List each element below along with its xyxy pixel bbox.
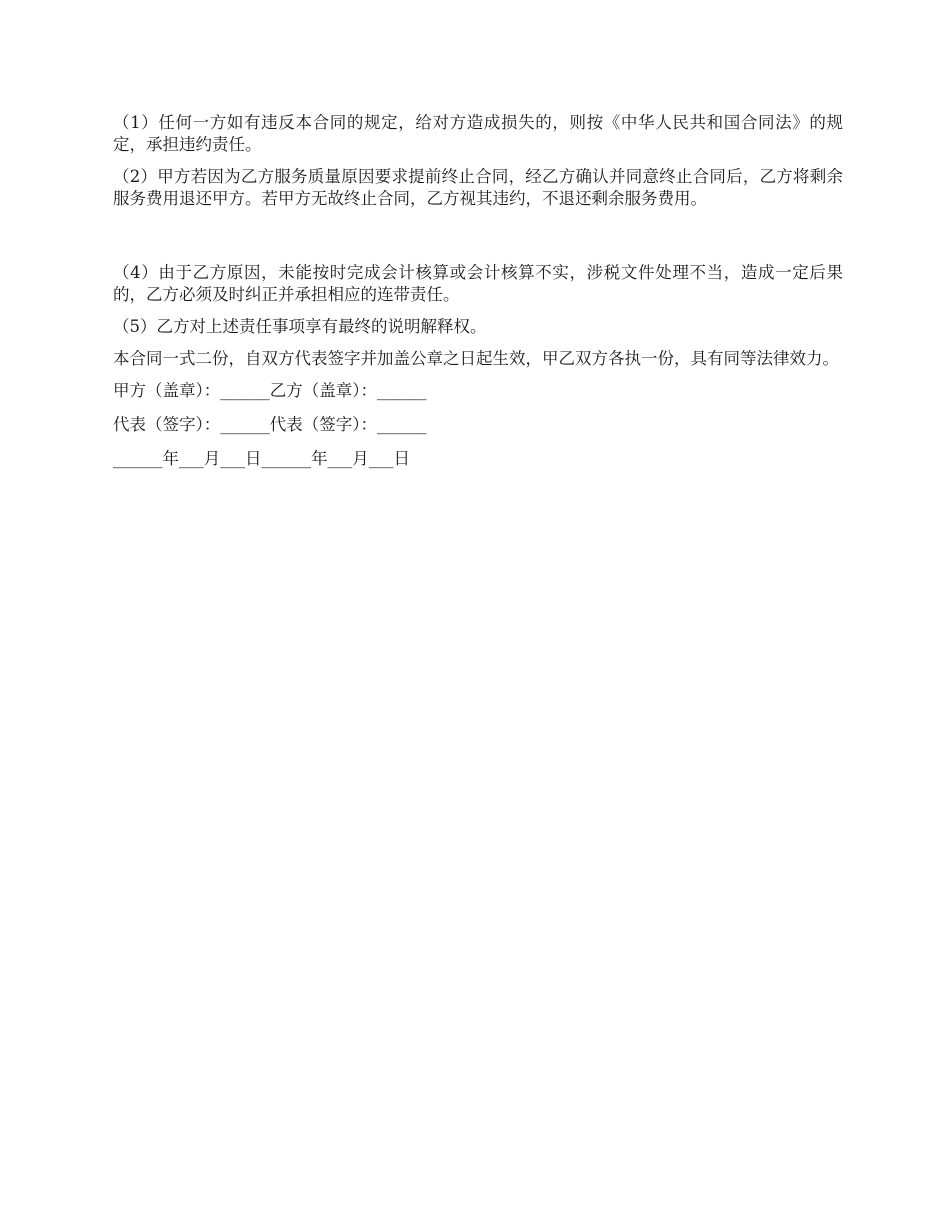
clause-4: （4）由于乙方原因，未能按时完成会计核算或会计核算不实，涉税文件处理不当，造成一定后果的，乙方必须及时纠正并承担相应的连带责任。 bbox=[113, 263, 843, 304]
representative-line: 代表（签字）：______代表（签字）：______ bbox=[113, 415, 427, 434]
clause-2: （2）甲方若因为乙方服务质量原因要求提前终止合同，经乙方确认并同意终止合同后，乙方将剩余服务费用退还甲方。若甲方无故终止合同，乙方视其违约，不退还剩余服务费用。 bbox=[113, 167, 843, 208]
clause-1: （1）任何一方如有违反本合同的规定，给对方造成损失的，则按《中华人民共和国合同法》的规定，承担违约责任。 bbox=[113, 113, 843, 154]
date-line: ______年___月___日______年___月___日 bbox=[113, 449, 410, 468]
effectiveness-clause: 本合同一式二份，自双方代表签字并加盖公章之日起生效，甲乙双方各执一份，具有同等法律效力。 bbox=[113, 349, 839, 368]
document-body bbox=[113, 112, 843, 482]
blank-gap bbox=[113, 220, 843, 262]
seal-line: 甲方（盖章）：______乙方（盖章）：______ bbox=[113, 381, 427, 400]
clause-5: （5）乙方对上述责任事项享有最终的说明解释权。 bbox=[113, 317, 487, 336]
